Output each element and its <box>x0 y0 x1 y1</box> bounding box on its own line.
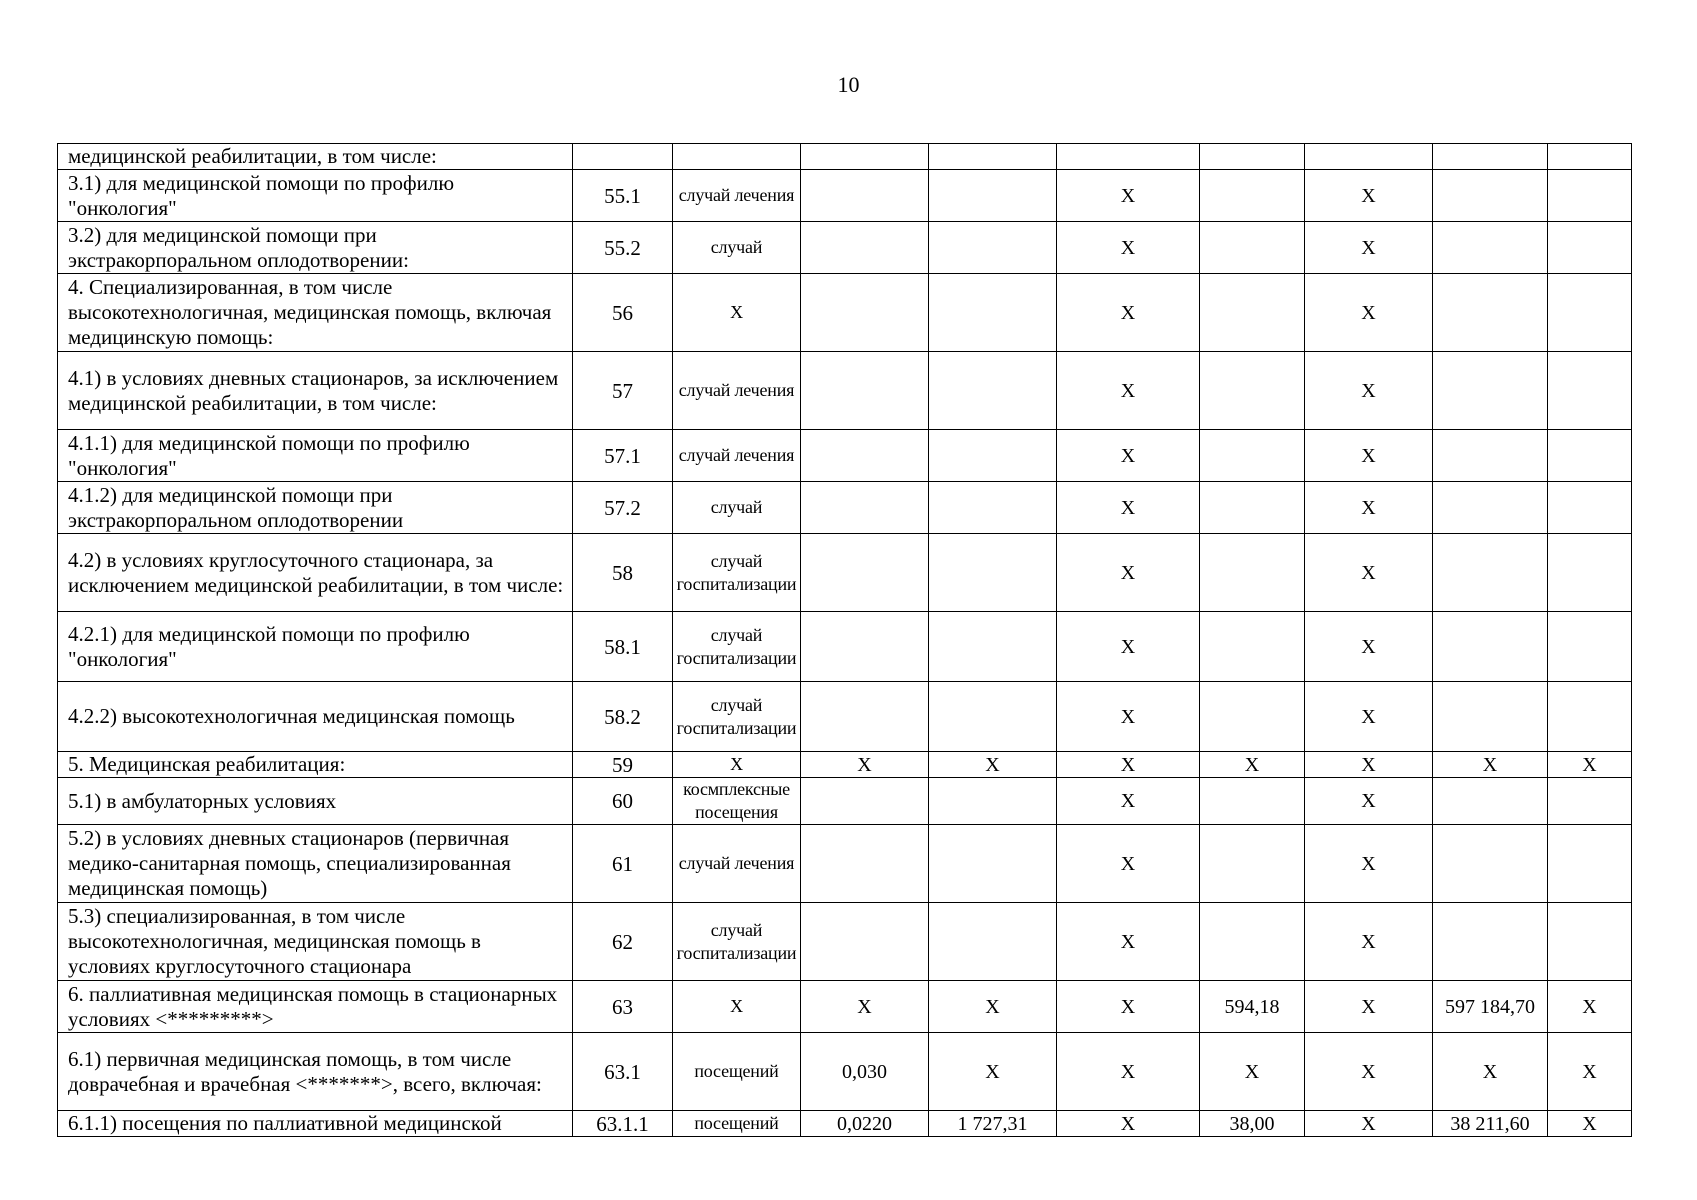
row-col5 <box>929 682 1057 752</box>
row-name: 6.1.1) посещения по паллиативной медицинской <box>58 1111 573 1137</box>
row-col6: Х <box>1057 612 1200 682</box>
row-col4: Х <box>801 981 929 1033</box>
row-name: 5.2) в условиях дневных стационаров (первичная медико-санитарная помощь, специализированная медицинская помощь) <box>58 825 573 903</box>
row-col5 <box>929 274 1057 352</box>
row-col7 <box>1200 903 1305 981</box>
row-col5 <box>929 482 1057 534</box>
row-unit: Х <box>673 981 801 1033</box>
row-col9 <box>1433 352 1548 430</box>
row-col6: Х <box>1057 778 1200 825</box>
row-col5 <box>929 144 1057 170</box>
row-col7: 38,00 <box>1200 1111 1305 1137</box>
table-row <box>58 903 1632 981</box>
row-name: 4.2) в условиях круглосуточного стационара, за исключением медицинской реабилитации, в том числе: <box>58 534 573 612</box>
row-col4: 0,0220 <box>801 1111 929 1137</box>
row-col10 <box>1548 482 1632 534</box>
table-body <box>58 144 1632 1137</box>
row-col6: Х <box>1057 274 1200 352</box>
row-col8: Х <box>1305 981 1433 1033</box>
row-col7 <box>1200 534 1305 612</box>
row-col7 <box>1200 482 1305 534</box>
table-row <box>58 534 1632 612</box>
row-col7 <box>1200 825 1305 903</box>
row-col10 <box>1548 682 1632 752</box>
row-unit: случай госпитализации <box>673 682 801 752</box>
row-col8: Х <box>1305 352 1433 430</box>
table-row <box>58 612 1632 682</box>
row-name: 4.1.2) для медицинской помощи при экстракорпоральном оплодотворении <box>58 482 573 534</box>
row-col10 <box>1548 222 1632 274</box>
table-row <box>58 482 1632 534</box>
row-col10: Х <box>1548 1111 1632 1137</box>
row-unit: случай госпитализации <box>673 903 801 981</box>
row-col8 <box>1305 144 1433 170</box>
row-col10 <box>1548 903 1632 981</box>
row-col7 <box>1200 612 1305 682</box>
row-col5 <box>929 170 1057 222</box>
page-number: 10 <box>837 72 860 97</box>
row-code: 58.2 <box>573 682 673 752</box>
table-row <box>58 170 1632 222</box>
row-col5: Х <box>929 752 1057 778</box>
row-col7 <box>1200 170 1305 222</box>
row-unit: случай <box>673 482 801 534</box>
table-row <box>58 222 1632 274</box>
row-col8: Х <box>1305 222 1433 274</box>
row-col6: Х <box>1057 534 1200 612</box>
row-unit: случай лечения <box>673 352 801 430</box>
row-unit: случай госпитализации <box>673 612 801 682</box>
row-col7: 594,18 <box>1200 981 1305 1033</box>
row-code: 55.1 <box>573 170 673 222</box>
row-col9 <box>1433 274 1548 352</box>
row-unit: Х <box>673 274 801 352</box>
row-col9 <box>1433 170 1548 222</box>
row-col8: Х <box>1305 482 1433 534</box>
row-unit: случай госпитализации <box>673 534 801 612</box>
row-col4 <box>801 430 929 482</box>
row-col7: Х <box>1200 752 1305 778</box>
row-name: 4.1.1) для медицинской помощи по профилю "онкология" <box>58 430 573 482</box>
row-col9: 597 184,70 <box>1433 981 1548 1033</box>
row-col8: Х <box>1305 682 1433 752</box>
row-col9: Х <box>1433 1033 1548 1111</box>
row-col8: Х <box>1305 534 1433 612</box>
row-col8: Х <box>1305 825 1433 903</box>
row-col4 <box>801 825 929 903</box>
row-col5 <box>929 222 1057 274</box>
table-row <box>58 1111 1632 1137</box>
row-col10: Х <box>1548 1033 1632 1111</box>
row-col9 <box>1433 612 1548 682</box>
row-col5 <box>929 534 1057 612</box>
row-col8: Х <box>1305 612 1433 682</box>
row-col9 <box>1433 903 1548 981</box>
row-code: 63 <box>573 981 673 1033</box>
row-code <box>573 144 673 170</box>
table-row <box>58 981 1632 1033</box>
row-col4 <box>801 682 929 752</box>
row-col4 <box>801 903 929 981</box>
row-code: 59 <box>573 752 673 778</box>
row-code: 60 <box>573 778 673 825</box>
row-unit: посещений <box>673 1111 801 1137</box>
row-name: 4.2.2) высокотехнологичная медицинская помощь <box>58 682 573 752</box>
row-col9 <box>1433 482 1548 534</box>
row-name: 6.1) первичная медицинская помощь, в том числе доврачебная и врачебная <*******>, всего, включая: <box>58 1033 573 1111</box>
row-code: 57.1 <box>573 430 673 482</box>
row-col6: Х <box>1057 482 1200 534</box>
row-col6: Х <box>1057 1033 1200 1111</box>
row-name: 4. Специализированная, в том числе высокотехнологичная, медицинская помощь, включая медицинскую помощь: <box>58 274 573 352</box>
row-name: 5. Медицинская реабилитация: <box>58 752 573 778</box>
row-unit: космплексные посещения <box>673 778 801 825</box>
table-row <box>58 144 1632 170</box>
row-name: 4.1) в условиях дневных стационаров, за исключением медицинской реабилитации, в том числе: <box>58 352 573 430</box>
row-unit: посещений <box>673 1033 801 1111</box>
row-col10 <box>1548 352 1632 430</box>
row-name: 5.1) в амбулаторных условиях <box>58 778 573 825</box>
row-col8: Х <box>1305 778 1433 825</box>
row-col5 <box>929 612 1057 682</box>
row-code: 56 <box>573 274 673 352</box>
row-col5: Х <box>929 1033 1057 1111</box>
row-col4 <box>801 352 929 430</box>
row-col6: Х <box>1057 682 1200 752</box>
row-col5 <box>929 903 1057 981</box>
row-col8: Х <box>1305 170 1433 222</box>
row-col7 <box>1200 352 1305 430</box>
row-col4: 0,030 <box>801 1033 929 1111</box>
row-unit <box>673 144 801 170</box>
table-row <box>58 352 1632 430</box>
table-row <box>58 1033 1632 1111</box>
row-name: медицинской реабилитации, в том числе: <box>58 144 573 170</box>
row-unit: случай лечения <box>673 430 801 482</box>
row-col4 <box>801 222 929 274</box>
row-col7 <box>1200 682 1305 752</box>
row-name: 3.1) для медицинской помощи по профилю "онкология" <box>58 170 573 222</box>
row-code: 61 <box>573 825 673 903</box>
row-name: 6. паллиативная медицинская помощь в стационарных условиях <*********> <box>58 981 573 1033</box>
row-col7 <box>1200 144 1305 170</box>
row-col10 <box>1548 144 1632 170</box>
row-col6: Х <box>1057 981 1200 1033</box>
row-col6: Х <box>1057 825 1200 903</box>
row-col7 <box>1200 430 1305 482</box>
table-row <box>58 825 1632 903</box>
row-col9 <box>1433 222 1548 274</box>
row-code: 58 <box>573 534 673 612</box>
row-code: 62 <box>573 903 673 981</box>
row-unit: случай <box>673 222 801 274</box>
row-col10 <box>1548 778 1632 825</box>
row-col6: Х <box>1057 1111 1200 1137</box>
row-col4 <box>801 778 929 825</box>
row-col7: Х <box>1200 1033 1305 1111</box>
row-col6: Х <box>1057 222 1200 274</box>
row-col7 <box>1200 274 1305 352</box>
row-code: 63.1.1 <box>573 1111 673 1137</box>
table-row <box>58 682 1632 752</box>
row-col6: Х <box>1057 170 1200 222</box>
row-unit: случай лечения <box>673 825 801 903</box>
row-col5 <box>929 352 1057 430</box>
row-col5 <box>929 430 1057 482</box>
row-col8: Х <box>1305 752 1433 778</box>
row-col10 <box>1548 430 1632 482</box>
row-name: 5.3) специализированная, в том числе высокотехнологичная, медицинская помощь в условиях круглосуточного стационара <box>58 903 573 981</box>
row-col9: Х <box>1433 752 1548 778</box>
row-col8: Х <box>1305 1111 1433 1137</box>
row-col8: Х <box>1305 274 1433 352</box>
row-col6 <box>1057 144 1200 170</box>
row-col4 <box>801 170 929 222</box>
row-col10 <box>1548 825 1632 903</box>
row-unit: случай лечения <box>673 170 801 222</box>
row-col8: Х <box>1305 903 1433 981</box>
row-col7 <box>1200 222 1305 274</box>
row-col9 <box>1433 778 1548 825</box>
table-row <box>58 430 1632 482</box>
row-name: 3.2) для медицинской помощи при экстракорпоральном оплодотворении: <box>58 222 573 274</box>
row-col9: 38 211,60 <box>1433 1111 1548 1137</box>
row-col9 <box>1433 430 1548 482</box>
row-col6: Х <box>1057 430 1200 482</box>
row-col4 <box>801 534 929 612</box>
row-col7 <box>1200 778 1305 825</box>
table-row <box>58 752 1632 778</box>
row-col8: Х <box>1305 430 1433 482</box>
row-col4 <box>801 612 929 682</box>
row-name: 4.2.1) для медицинской помощи по профилю "онкология" <box>58 612 573 682</box>
row-col9 <box>1433 825 1548 903</box>
row-unit: Х <box>673 752 801 778</box>
row-col10 <box>1548 274 1632 352</box>
row-col10 <box>1548 534 1632 612</box>
table-row <box>58 274 1632 352</box>
row-col5: Х <box>929 981 1057 1033</box>
row-col4: Х <box>801 752 929 778</box>
row-col4 <box>801 144 929 170</box>
row-code: 57 <box>573 352 673 430</box>
row-code: 57.2 <box>573 482 673 534</box>
tariff-table <box>57 143 1632 1137</box>
row-code: 63.1 <box>573 1033 673 1111</box>
row-col5 <box>929 778 1057 825</box>
row-code: 55.2 <box>573 222 673 274</box>
row-col6: Х <box>1057 752 1200 778</box>
row-col5: 1 727,31 <box>929 1111 1057 1137</box>
row-col9 <box>1433 144 1548 170</box>
row-col4 <box>801 274 929 352</box>
row-col10: Х <box>1548 981 1632 1033</box>
row-col8: Х <box>1305 1033 1433 1111</box>
row-col6: Х <box>1057 903 1200 981</box>
table-row <box>58 778 1632 825</box>
row-col5 <box>929 825 1057 903</box>
row-col9 <box>1433 534 1548 612</box>
row-code: 58.1 <box>573 612 673 682</box>
row-col10 <box>1548 170 1632 222</box>
row-col10: Х <box>1548 752 1632 778</box>
row-col6: Х <box>1057 352 1200 430</box>
row-col4 <box>801 482 929 534</box>
row-col10 <box>1548 612 1632 682</box>
row-col9 <box>1433 682 1548 752</box>
